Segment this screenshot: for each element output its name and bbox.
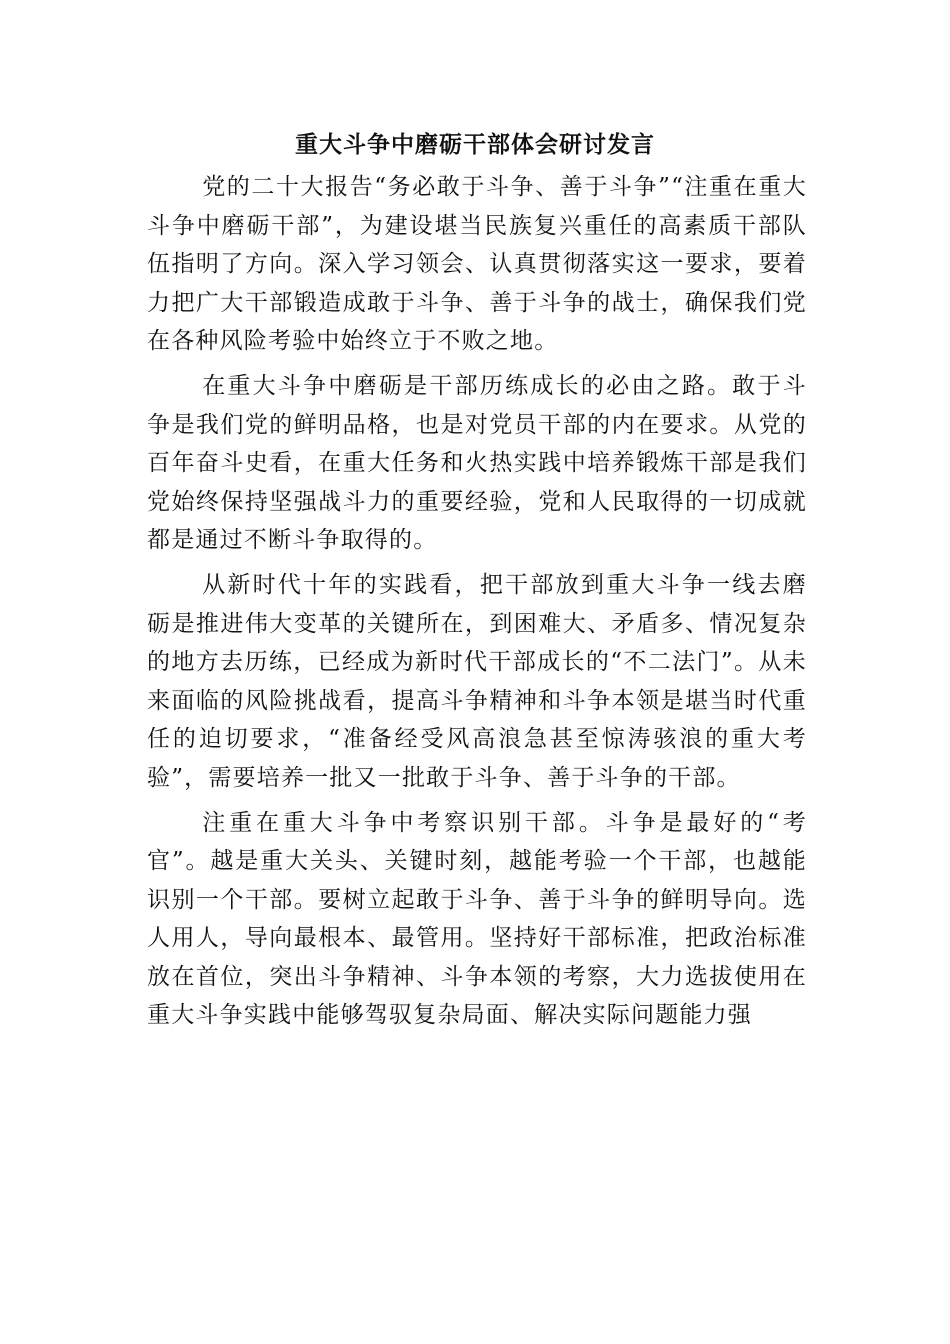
- paragraph-2: 在重大斗争中磨砺是干部历练成长的必由之路。敢于斗争是我们党的鲜明品格，也是对党员干部的内在要求。从党的百年奋斗史看，在重大任务和火热实践中培养锻炼干部是我们党始终保持坚强战斗力的重要经验，党和人民取得的一切成就都是通过不断斗争取得的。: [147, 372, 807, 554]
- document-title: 重大斗争中磨砺干部体会研讨发言: [295, 131, 655, 158]
- paragraph-1: 党的二十大报告“务必敢于斗争、善于斗争”“注重在重大斗争中磨砺干部”，为建设堪当民族复兴重任的高素质干部队伍指明了方向。深入学习领会、认真贯彻落实这一要求，要着力把广大干部锻造成敢于斗争、善于斗争的战士，确保我们党在各种风险考验中始终立于不败之地。: [147, 174, 807, 355]
- paragraph-3: 从新时代十年的实践看，把干部放到重大斗争一线去磨砺是推进伟大变革的关键所在，到困难大、矛盾多、情况复杂的地方去历练，已经成为新时代干部成长的“不二法门”。从未来面临的风险挑战看，提高斗争精神和斗争本领是堪当时代重任的迫切要求，“准备经受风高浪急甚至惊涛骇浪的重大考验”，需要培养一批又一批敢于斗争、善于斗争的干部。: [147, 571, 807, 791]
- document-body: [147, 168, 807, 1041]
- paragraph-4: 注重在重大斗争中考察识别干部。斗争是最好的“考官”。越是重大关头、关键时刻，越能考验一个干部，也越能识别一个干部。要树立起敢于斗争、善于斗争的鲜明导向。选人用人，导向最根本、最管用。坚持好干部标准，把政治标准放在首位，突出斗争精神、斗争本领的考察，大力选拔使用在重大斗争实践中能够驾驭复杂局面、解决实际问题能力强: [147, 809, 807, 1029]
